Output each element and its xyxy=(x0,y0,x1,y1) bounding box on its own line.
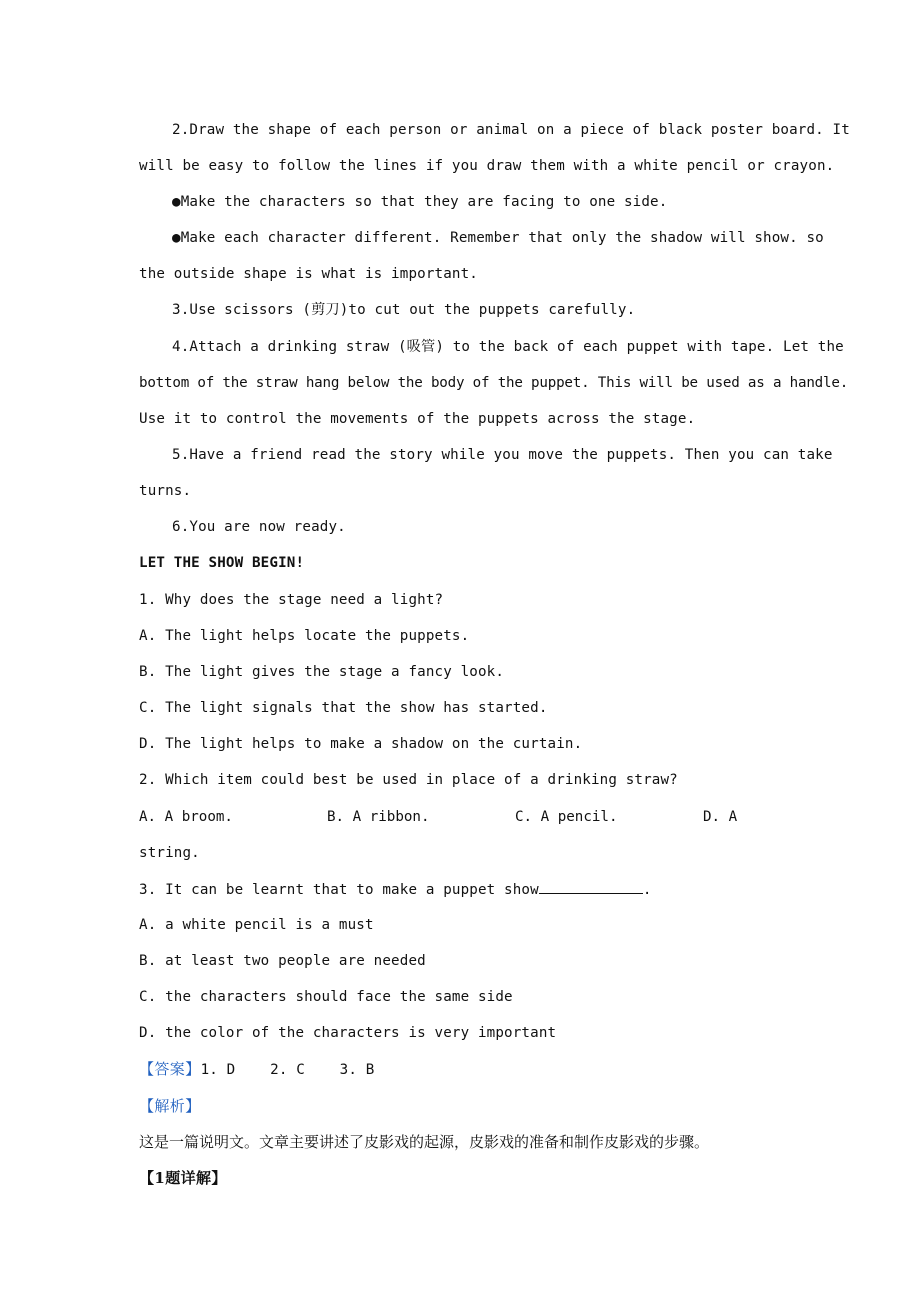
question-2-option-d: D. A xyxy=(703,809,738,825)
bullet-different-line-1: ●Make each character different. Remember that only the shadow will show. so xyxy=(172,230,824,246)
analysis-text: 这是一篇说明文。文章主要讲述了皮影戏的起源，皮影戏的准备和制作皮影戏的步骤。 xyxy=(139,1133,710,1151)
answer-text: 1. D 2. C 3. B xyxy=(200,1062,375,1078)
question-1-detail-label: 【1题详解】 xyxy=(139,1169,227,1187)
step-2-line-2: will be easy to follow the lines if you draw them with a white pencil or crayon. xyxy=(139,158,835,174)
question-1-option-d: D. The light helps to make a shadow on the curtain. xyxy=(139,736,583,752)
question-1-option-a: A. The light helps locate the puppets. xyxy=(139,628,470,644)
step-4-line-2: bottom of the straw hang below the body of the puppet. This will be used as a handle. xyxy=(139,375,849,391)
step-2-line-1: 2.Draw the shape of each person or animal on a piece of black poster board. It xyxy=(172,122,850,138)
bullet-facing-side: ●Make the characters so that they are facing to one side. xyxy=(172,194,668,210)
step-3: 3.Use scissors (剪刀)to cut out the puppets carefully. xyxy=(172,302,636,318)
step-4-line-1: 4.Attach a drinking straw (吸管) to the back of each puppet with tape. Let the xyxy=(172,339,844,355)
question-3-option-d: D. the color of the characters is very important xyxy=(139,1025,557,1041)
answer-blank xyxy=(539,879,643,894)
question-1-stem: 1. Why does the stage need a light? xyxy=(139,592,444,608)
step-4-line-3: Use it to control the movements of the puppets across the stage. xyxy=(139,411,696,427)
step-5-line-1: 5.Have a friend read the story while you move the puppets. Then you can take xyxy=(172,447,833,463)
question-2-stem: 2. Which item could best be used in place of a drinking straw? xyxy=(139,772,678,788)
step-5-line-2: turns. xyxy=(139,483,192,499)
question-3-option-c: C. the characters should face the same side xyxy=(139,989,513,1005)
question-2-option-a: A. A broom. xyxy=(139,809,233,825)
answer-label: 【答案】 xyxy=(139,1060,201,1078)
question-3-option-a: A. a white pencil is a must xyxy=(139,917,374,933)
question-1-option-b: B. The light gives the stage a fancy look. xyxy=(139,664,505,680)
question-2-option-c: C. A pencil. xyxy=(515,809,618,825)
step-6: 6.You are now ready. xyxy=(172,519,346,535)
analysis-label: 【解析】 xyxy=(139,1097,201,1115)
answer-line xyxy=(139,1059,374,1080)
question-3-stem-end: . xyxy=(642,882,652,898)
bullet-different-line-2: the outside shape is what is important. xyxy=(139,266,478,282)
question-2-option-b: B. A ribbon. xyxy=(327,809,430,825)
question-1-option-c: C. The light signals that the show has started. xyxy=(139,700,548,716)
question-3-stem xyxy=(139,879,652,900)
question-3-stem-text: 3. It can be learnt that to make a puppet show xyxy=(139,882,539,898)
question-3-option-b: B. at least two people are needed xyxy=(139,953,426,969)
closing-heading: LET THE SHOW BEGIN! xyxy=(139,555,305,571)
question-2-option-d-continued: string. xyxy=(139,845,200,861)
